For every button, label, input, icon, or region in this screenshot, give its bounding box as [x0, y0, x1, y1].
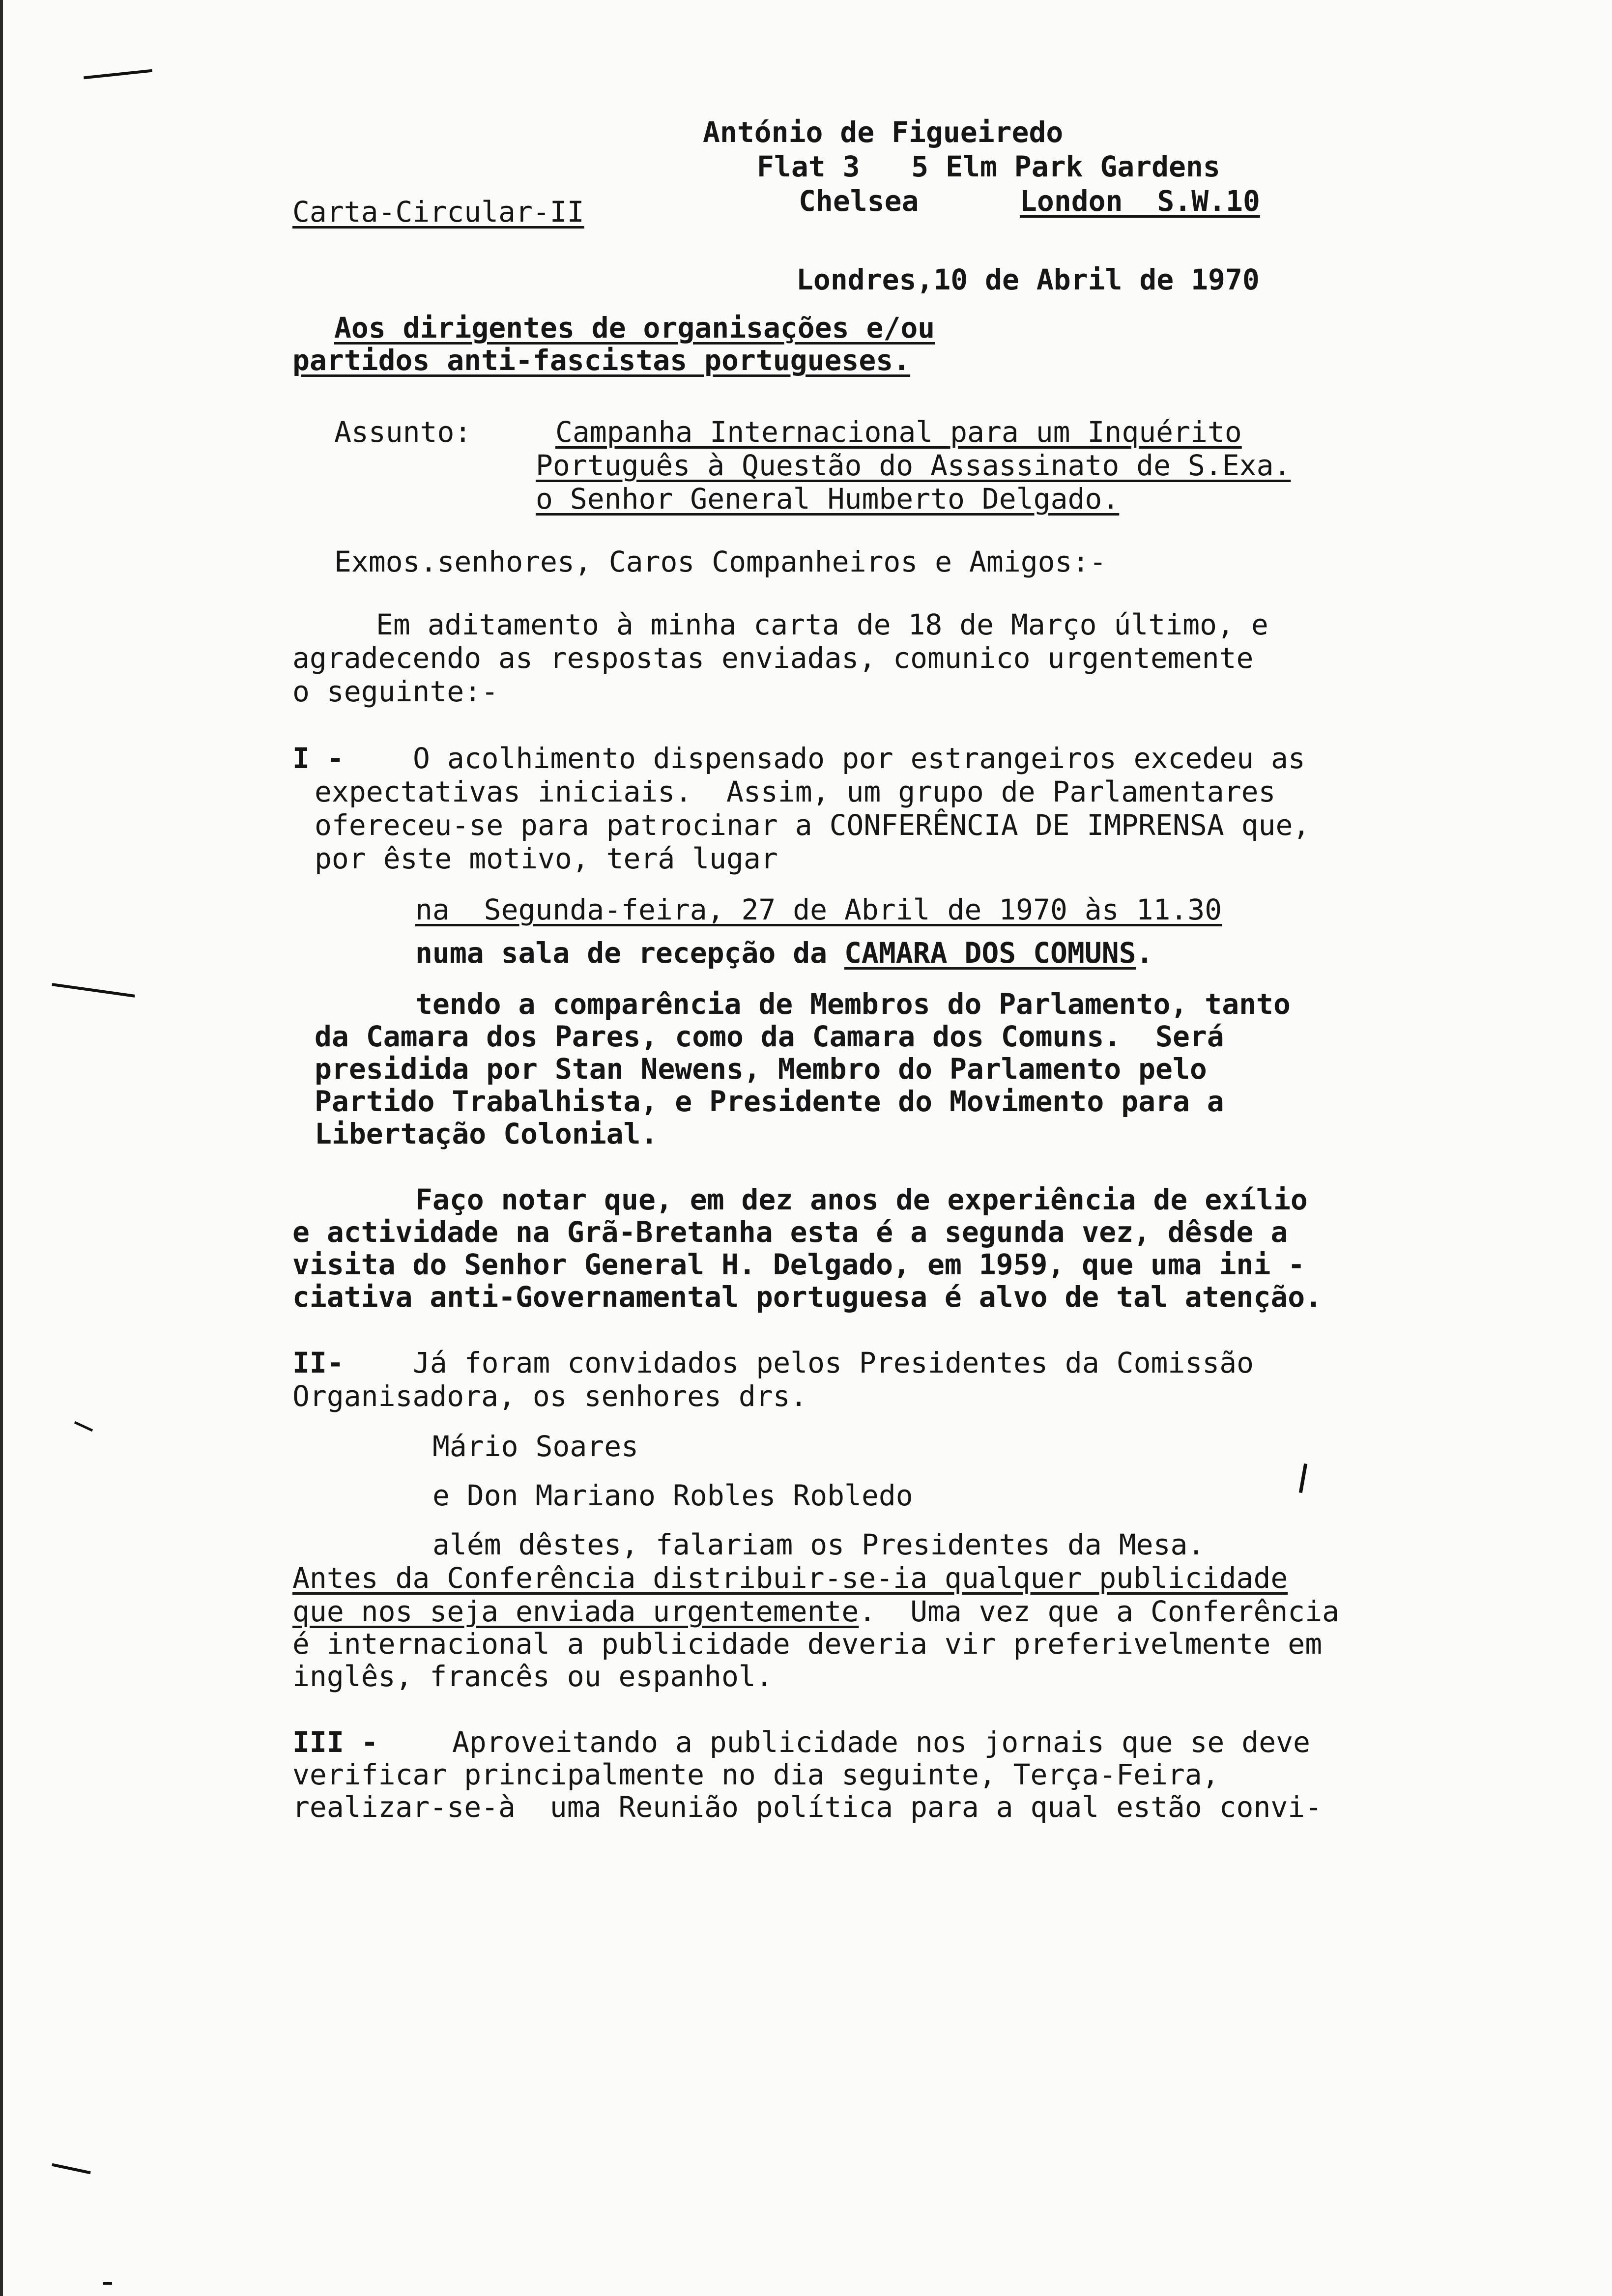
scan-mark: [84, 69, 152, 80]
scan-mark: [1299, 1464, 1307, 1493]
details-line: presidida por Stan Newens, Membro do Parlamento pelo: [315, 1052, 1207, 1086]
subject-label: Assunto:: [334, 415, 472, 449]
scan-mark: [74, 1421, 93, 1432]
section2-line: Já foram convidados pelos Presidentes da Comissão: [413, 1346, 1254, 1379]
section-number: I -: [292, 742, 344, 775]
speaker-name: Mário Soares: [432, 1430, 639, 1463]
section1-line: expectativas iniciais. Assim, um grupo de Parlamentares: [315, 775, 1276, 808]
section2-line: inglês, francês ou espanhol.: [292, 1660, 773, 1693]
subject-line: o Senhor General Humberto Delgado.: [536, 482, 1120, 516]
salutation: Exmos.senhores, Caros Companheiros e Amigos:-: [334, 545, 1107, 578]
section2-mixed-line: [292, 1595, 1339, 1628]
section3-line: verificar principalmente no dia seguinte, Terça-Feira,: [292, 1758, 1219, 1791]
letter-date: Londres,10 de Abril de 1970: [796, 263, 1260, 296]
section1-line: ofereceu-se para patrocinar a CONFERÊNCIA DE IMPRENSA que,: [315, 808, 1310, 842]
section2-line: é internacional a publicidade deveria vir preferivelmente em: [292, 1627, 1323, 1661]
speaker-name: e Don Mariano Robles Robledo: [432, 1479, 913, 1512]
subject-line: Português à Questão do Assassinato de S.Exa.: [536, 449, 1291, 482]
intro-line: Em aditamento à minha carta de 18 de Março último, e: [376, 608, 1268, 641]
venue-line: [415, 937, 1153, 969]
section1-line: O acolhimento dispensado por estrangeiros excedeu as: [413, 742, 1305, 775]
section2-underlined: que nos seja enviada urgentemente: [292, 1595, 859, 1628]
venue-name: CAMARA DOS COMUNS: [844, 936, 1136, 970]
recipients-line: partidos anti-fascistas portugueses.: [292, 344, 911, 377]
details-line: Libertação Colonial.: [315, 1117, 658, 1150]
section-number: II-: [292, 1346, 344, 1379]
details-line: da Camara dos Pares, como da Camara dos Comuns. Será: [315, 1020, 1224, 1053]
sender-postcode: London S.W.10: [1020, 184, 1260, 218]
intro-line: agradecendo as respostas enviadas, comunico urgentemente: [292, 641, 1254, 675]
section2-line: além dêstes, falariam os Presidentes da Mesa.: [432, 1528, 1205, 1561]
section2-line-tail: . Uma vez que a Conferência: [859, 1595, 1340, 1628]
note-line: ciativa anti-Governamental portuguesa é alvo de tal atenção.: [292, 1280, 1323, 1314]
subject-line: Campanha Internacional para um Inquérito: [555, 415, 1242, 449]
section3-line: realizar-se-à uma Reunião política para a qual estão convi-: [292, 1790, 1323, 1824]
page-left-edge: [0, 0, 3, 2296]
sender-address-line: Flat 3 5 Elm Park Gardens: [757, 150, 1220, 183]
circular-label: Carta-Circular-II: [292, 195, 584, 229]
section2-line: Organisadora, os senhores drs.: [292, 1379, 807, 1413]
venue-prefix: numa sala de recepção da: [415, 936, 844, 970]
scan-mark: [52, 2163, 90, 2175]
event-date: na Segunda-feira, 27 de Abril de 1970 às 11.30: [415, 893, 1222, 926]
recipients-line: Aos dirigentes de organisações e/ou: [334, 311, 935, 344]
section-number: III -: [292, 1725, 378, 1759]
section3-line: Aproveitando a publicidade nos jornais que se deve: [452, 1725, 1310, 1759]
section2-underlined: Antes da Conferência distribuir-se-ia qualquer publicidade: [292, 1561, 1288, 1595]
scan-mark: [52, 983, 135, 998]
intro-line: o seguinte:-: [292, 675, 499, 708]
note-line: Faço notar que, em dez anos de experiência de exílio: [415, 1183, 1308, 1216]
section1-line: por êste motivo, terá lugar: [315, 842, 778, 875]
sender-name: António de Figueiredo: [703, 115, 1064, 149]
scan-mark: [103, 2282, 112, 2285]
sender-city: Chelsea: [799, 184, 919, 218]
venue-suffix: .: [1136, 936, 1153, 970]
note-line: e actividade na Grã-Bretanha esta é a segunda vez, dêsde a: [292, 1215, 1288, 1249]
details-line: Partido Trabalhista, e Presidente do Movimento para a: [315, 1085, 1224, 1118]
details-line: tendo a comparência de Membros do Parlamento, tanto: [415, 987, 1291, 1021]
note-line: visita do Senhor General H. Delgado, em 1959, que uma ini -: [292, 1248, 1305, 1281]
